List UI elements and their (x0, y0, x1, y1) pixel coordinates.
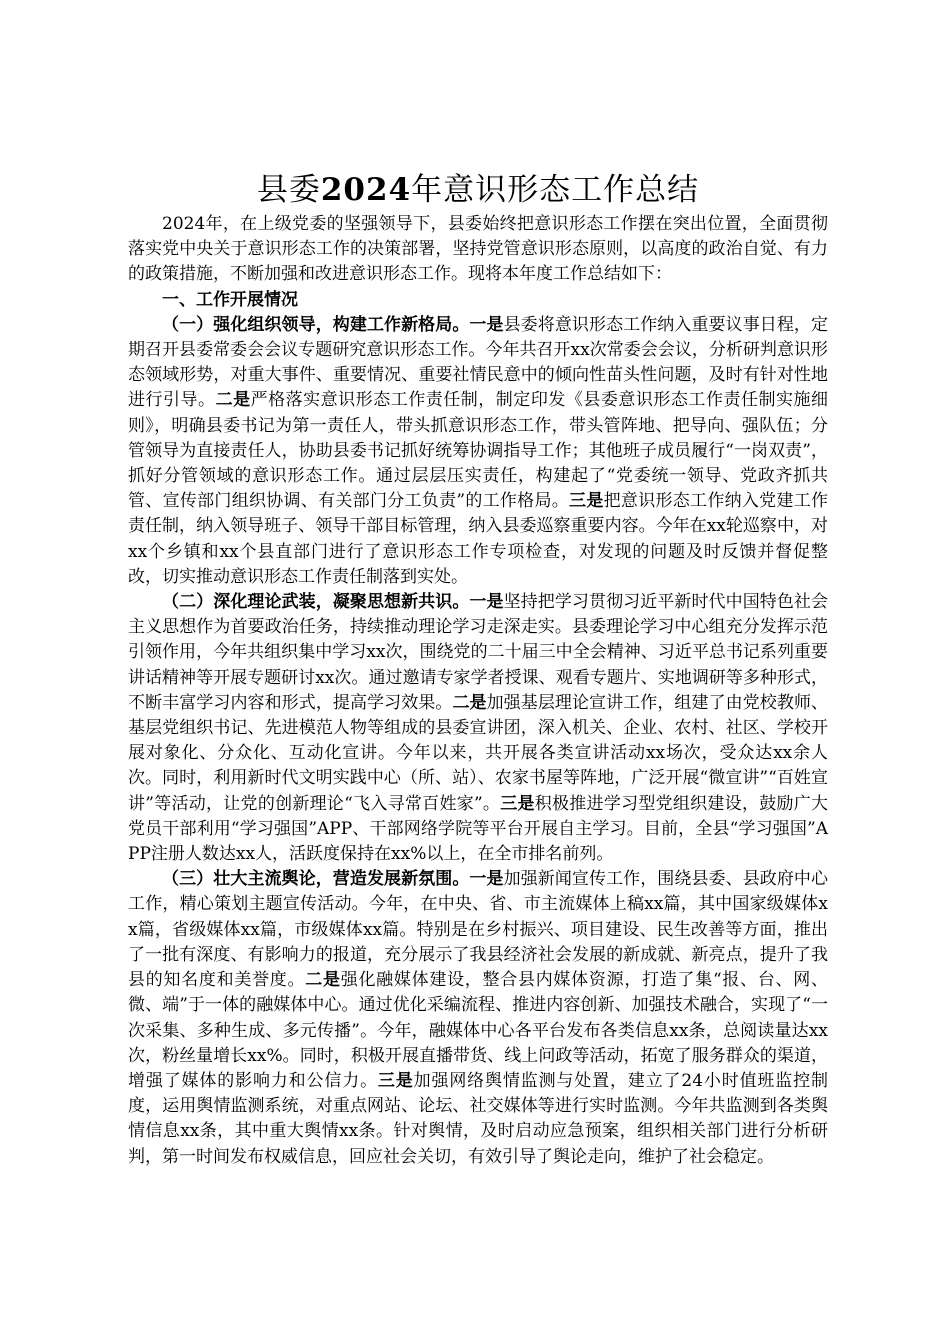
title-year: 2024 (320, 172, 412, 208)
paragraph-text: 坚持把学习贯彻习近平新时代中国特色社会主义思想作为首要政治任务，持续推动理论学习走深走实。县委理论学习中心组充分发挥示范引领作用，今年共组织集中学习xx次，围绕党的二十届三中全会精神、习近平总书记系列重要讲话精神等开展专题研讨xx次。通过邀请专家学者授课、观看专题片、实地调研等多种形式，不断丰富学习内容和形式，提高学习效果。 (128, 592, 829, 713)
paragraph-text: 加强基层理论宣讲工作，组建了由党校教师、基层党组织书记、先进模范人物等组成的县委宣讲团，深入机关、企业、农村、社区、学校开展对象化、分众化、互动化宣讲。今年以来，共开展各类宣讲活动xx场次，受众达xx余人次。同时，利用新时代文明实践中心（所、站）、农家书屋等阵地，广泛开展“微宣讲”“百姓宣讲”等活动，让党的创新理论“飞入寻常百姓家”。 (128, 692, 829, 814)
section-heading-work-status: 一、工作开展情况 (162, 289, 298, 310)
paragraph-theory-study (128, 590, 828, 867)
paragraph-text: 严格落实意识形态工作责任制，制定印发《县委意识形态工作责任制实施细则》，明确县委书记为第一责任人，带头抓意识形态工作，带头管阵地、把导向、强队伍；分管领导为直接责任人，协助县委书记抓好统筹协调指导工作；其他班子成员履行“一岗双责”，抓好分管领域的意识形态工作。通过层层压实责任，构建起了“党委统一领导、党政齐抓共管、宣传部门组织协调、有关部门分工负责”的工作格局。 (128, 390, 829, 512)
title-suffix: 年意识形态工作总结 (411, 172, 700, 208)
paragraph-organization-leadership (128, 313, 828, 590)
document-title (128, 168, 828, 212)
paragraph-text: 强化融媒体建设，整合县内媒体资源，打造了集“报、台、网、微、端”于一体的融媒体中心。通过优化采编流程、推进内容创新、加强技术融合，实现了“一次采集、多种生成、多元传播”。今年，融媒体中心各平台发布各类信息xx条，总阅读量达xx次，粉丝量增长xx%。同时，积极开展直播带货、线上问政等活动，拓宽了服务群众的渠道，增强了媒体的影响力和公信力。 (128, 970, 828, 1091)
paragraph-public-opinion (128, 867, 828, 1169)
document-page (128, 168, 828, 1170)
subheading-public-opinion: （三）壮大主流舆论，营造发展新氛围。 (162, 869, 470, 890)
item-marker: 二是 (452, 692, 487, 713)
paragraph-text: 县委将意识形态工作纳入重要议事日程，定期召开县委常委会会议专题研究意识形态工作。今年共召开xx次常委会会议，分析研判意识形态领域形势，对重大事件、重要情况、重要社情民意中的倾向性苗头性问题，及时有针对性地进行引导。 (128, 314, 829, 411)
subheading-theory-study: （二）深化理论武装，凝聚思想新共识。 (162, 592, 470, 613)
item-marker: 三是 (569, 491, 604, 512)
paragraph-text: 积极推进学习型党组织建设，鼓励广大党员干部利用“学习强国”APP、干部网络学院等平台开展自主学习。目前，全县“学习强国”APP注册人数达xx人，活跃度保持在xx%以上，在全市排名前列。 (128, 793, 829, 865)
item-marker: 二是 (305, 970, 341, 991)
item-marker: 一是 (469, 869, 504, 890)
intro-paragraph: 2024年，在上级党委的坚强领导下，县委始终把意识形态工作摆在突出位置，全面贯彻落实党中央关于意识形态工作的决策部署，坚持党管意识形态原则，以高度的政治自觉、有力的政策措施，不断加强和改进意识形态工作。现将本年度工作总结如下： (128, 214, 828, 285)
item-marker: 三是 (377, 1070, 414, 1091)
item-marker: 一是 (469, 314, 504, 335)
item-marker: 一是 (469, 592, 504, 613)
item-marker: 三是 (500, 793, 535, 814)
paragraph-text: 加强网络舆情监测与处置，建立了24小时值班监控制度，运用舆情监测系统，对重点网站、论坛、社交媒体等进行实时监测。今年共监测到各类舆情信息xx条，其中重大舆情xx条。针对舆情，及时启动应急预案，组织相关部门进行分析研判，第一时间发布权威信息，回应社会关切，有效引导了舆论走向，维护了社会稳定。 (128, 1070, 828, 1167)
paragraph-text: 把意识形态工作纳入党建工作责任制，纳入领导班子、领导干部目标管理，纳入县委巡察重要内容。今年在xx轮巡察中，对xx个乡镇和xx个县直部门进行了意识形态工作专项检查，对发现的问题及时反馈并督促整改，切实推动意识形态工作责任制落到实处。 (128, 491, 829, 587)
item-marker: 二是 (215, 390, 251, 411)
title-prefix: 县委 (256, 172, 321, 208)
subheading-organization-leadership: （一）强化组织领导，构建工作新格局。 (162, 314, 470, 335)
paragraph-text: 加强新闻宣传工作，围绕县委、县政府中心工作，精心策划主题宣传活动。今年，在中央、省、市主流媒体上稿xx篇，其中国家级媒体xx篇，省级媒体xx篇，市级媒体xx篇。特别是在乡村振兴、项目建设、民生改善等方面，推出了一批有深度、有影响力的报道，充分展示了我县经济社会发展的新成就、新亮点，提升了我县的知名度和美誉度。 (128, 869, 829, 991)
